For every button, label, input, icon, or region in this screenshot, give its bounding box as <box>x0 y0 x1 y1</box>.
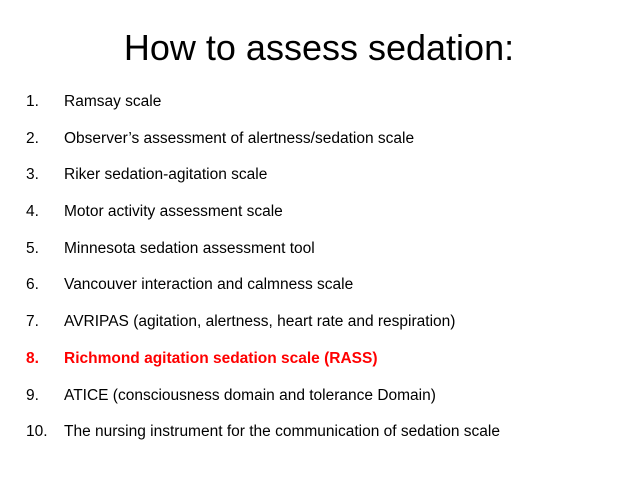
list-item <box>26 161 632 198</box>
list-item <box>26 418 632 455</box>
list-item <box>26 198 632 235</box>
list-item-number: 6. <box>26 276 39 294</box>
list-item-number: 1. <box>26 93 39 110</box>
list-item-text: Minnesota sedation assessment tool <box>64 239 315 257</box>
list-item-number: 8. <box>26 349 39 367</box>
list-item-number: 5. <box>26 239 39 257</box>
list-item-text: Richmond agitation sedation scale (RASS) <box>64 349 378 367</box>
list-item <box>26 308 632 345</box>
list-item-text: Vancouver interaction and calmness scale <box>64 276 354 294</box>
list-item-highlighted <box>26 345 632 382</box>
list-item-number: 2. <box>26 129 39 147</box>
list-item-number: 4. <box>26 203 39 221</box>
list-item <box>26 88 632 125</box>
list-item <box>26 382 632 419</box>
list-item-number: 10. <box>26 423 48 441</box>
list-item-text: Motor activity assessment scale <box>64 203 283 221</box>
slide-title: How to assess sedation: <box>123 27 515 68</box>
list-item <box>26 271 632 308</box>
list-item <box>26 125 632 162</box>
list-item-number: 3. <box>26 166 39 184</box>
list-item <box>26 235 632 272</box>
list-item-text: Riker sedation-agitation scale <box>64 166 268 184</box>
sedation-scale-list <box>26 88 632 455</box>
list-item-text: The nursing instrument for the communication of sedation scale <box>64 423 500 441</box>
list-item-text: AVRIPAS (agitation, alertness, heart rate and respiration) <box>64 313 456 331</box>
list-item-text: ATICE (consciousness domain and tolerance Domain) <box>64 386 436 404</box>
list-item-text: Observer’s assessment of alertness/sedation scale <box>64 129 415 147</box>
list-item-number: 9. <box>26 386 39 404</box>
list-item-number: 7. <box>26 313 39 331</box>
list-item-text: Ramsay scale <box>64 93 162 110</box>
